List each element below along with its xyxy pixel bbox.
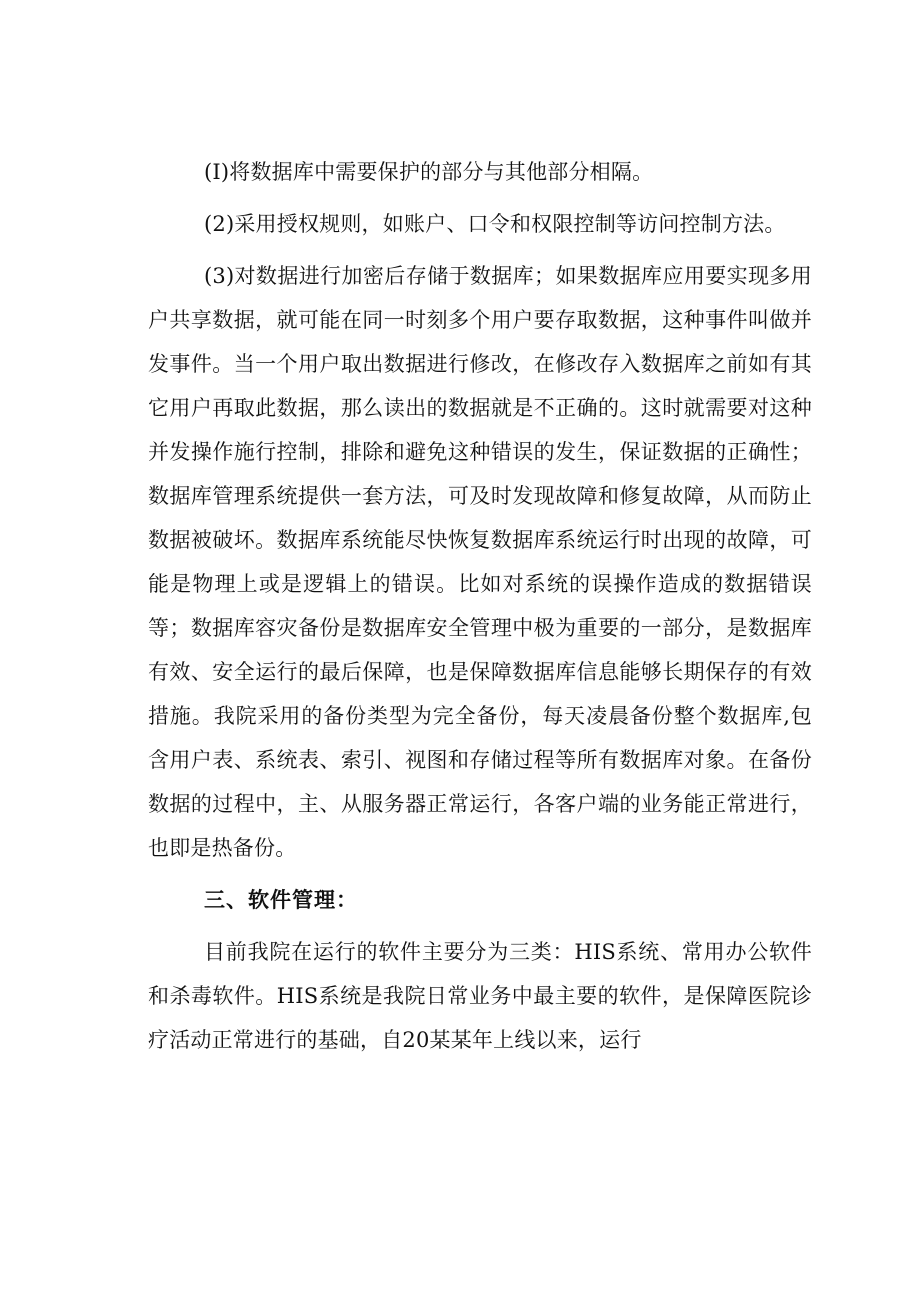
section-heading-software-management: 三、软件管理： [204, 888, 358, 912]
paragraph-gap [148, 194, 812, 202]
paragraph-gap [148, 922, 812, 930]
paragraph-item-1: (I)将数据库中需要保护的部分与其他部分相隔。 [204, 160, 654, 184]
document-body [148, 150, 812, 1062]
paragraph-item-4: 目前我院在运行的软件主要分为三类：HIS系统、常用办公软件和杀毒软件。HIS系统是我院日常业务中最主要的软件，是保障医院诊疗活动正常进行的基础，自20某某年上线以来，运行 [148, 940, 812, 1052]
paragraph-item-3: (3)对数据进行加密后存储于数据库；如果数据库应用要实现多用户共享数据，就可能在同一时刻多个用户要存取数据，这种事件叫做并发事件。当一个用户取出数据进行修改，在修改存入数据库之前如有其它用户再取此数据，那么读出的数据就是不正确的。这时就需要对这种并发操作施行控制，排除和避免这种错误的发生，保证数据的正确性；数据库管理系统提供一套方法，可及时发现故障和修复故障，从而防止数据被破坏。数据库系统能尽快恢复数据库系统运行时出现的故障，可能是物理上或是逻辑上的错误。比如对系统的误操作造成的数据错误等；数据库容灾备份是数据库安全管理中极为重要的一部分，是数据库有效、安全运行的最后保障，也是保障数据库信息能够长期保存的有效措施。我院采用的备份类型为完全备份，每天凌晨备份整个数据库,包含用户表、系统表、索引、视图和存储过程等所有数据库对象。在备份数据的过程中，主、从服务器正常运行，各客户端的业务能正常进行，也即是热备份。 [148, 264, 812, 860]
paragraph-gap [148, 870, 812, 878]
paragraph-gap [148, 246, 812, 254]
paragraph-item-2: (2)采用授权规则，如账户、口令和权限控制等访问控制方法。 [204, 212, 786, 236]
